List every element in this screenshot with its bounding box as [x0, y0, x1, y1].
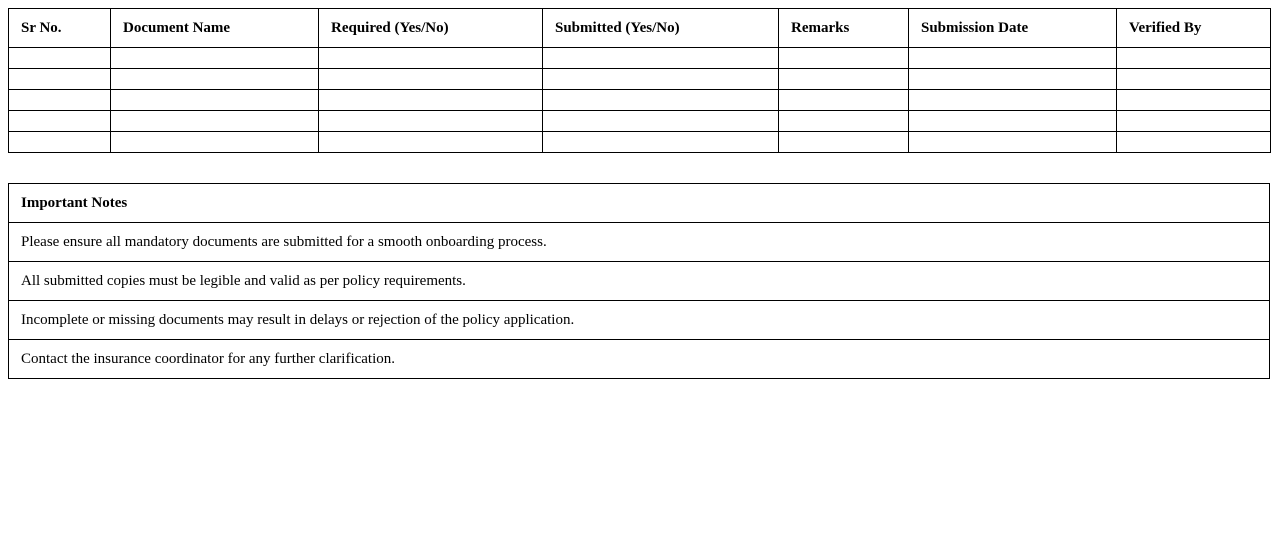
- table-cell: [779, 90, 909, 111]
- table-cell: [1117, 69, 1271, 90]
- table-row: [9, 90, 1271, 111]
- table-cell: [909, 132, 1117, 153]
- table-cell: [9, 48, 111, 69]
- table-row: [9, 48, 1271, 69]
- notes-title: Important Notes: [9, 184, 1270, 223]
- header-document-name: Document Name: [111, 9, 319, 48]
- table-cell: [909, 48, 1117, 69]
- table-cell: [111, 132, 319, 153]
- note-row: [9, 223, 1270, 262]
- table-cell: [543, 69, 779, 90]
- table-cell: [319, 69, 543, 90]
- table-header-row: [9, 9, 1271, 48]
- note-item: Contact the insurance coordinator for any further clarification.: [9, 340, 1270, 379]
- table-cell: [319, 132, 543, 153]
- header-verified-by: Verified By: [1117, 9, 1271, 48]
- table-cell: [1117, 132, 1271, 153]
- table-cell: [111, 48, 319, 69]
- note-item: Please ensure all mandatory documents are submitted for a smooth onboarding process.: [9, 223, 1270, 262]
- header-submitted: Submitted (Yes/No): [543, 9, 779, 48]
- table-cell: [779, 69, 909, 90]
- table-cell: [1117, 111, 1271, 132]
- table-cell: [9, 111, 111, 132]
- table-cell: [1117, 90, 1271, 111]
- table-cell: [543, 111, 779, 132]
- table-cell: [319, 48, 543, 69]
- table-row: [9, 111, 1271, 132]
- table-cell: [543, 90, 779, 111]
- header-submission-date: Submission Date: [909, 9, 1117, 48]
- table-row: [9, 132, 1271, 153]
- table-cell: [111, 90, 319, 111]
- note-row: [9, 262, 1270, 301]
- important-notes-table: [8, 183, 1270, 379]
- document-checklist-table: [8, 8, 1271, 153]
- table-cell: [9, 69, 111, 90]
- note-item: Incomplete or missing documents may result in delays or rejection of the policy application.: [9, 301, 1270, 340]
- table-cell: [319, 90, 543, 111]
- header-required: Required (Yes/No): [319, 9, 543, 48]
- table-cell: [319, 111, 543, 132]
- table-cell: [779, 48, 909, 69]
- table-row: [9, 69, 1271, 90]
- table-cell: [909, 69, 1117, 90]
- table-cell: [909, 111, 1117, 132]
- table-cell: [779, 132, 909, 153]
- table-cell: [1117, 48, 1271, 69]
- table-cell: [543, 48, 779, 69]
- table-cell: [111, 111, 319, 132]
- note-row: [9, 340, 1270, 379]
- note-row: [9, 301, 1270, 340]
- note-item: All submitted copies must be legible and valid as per policy requirements.: [9, 262, 1270, 301]
- notes-header-row: [9, 184, 1270, 223]
- header-sr-no: Sr No.: [9, 9, 111, 48]
- table-cell: [9, 90, 111, 111]
- table-cell: [543, 132, 779, 153]
- table-cell: [111, 69, 319, 90]
- table-cell: [909, 90, 1117, 111]
- header-remarks: Remarks: [779, 9, 909, 48]
- table-cell: [779, 111, 909, 132]
- table-cell: [9, 132, 111, 153]
